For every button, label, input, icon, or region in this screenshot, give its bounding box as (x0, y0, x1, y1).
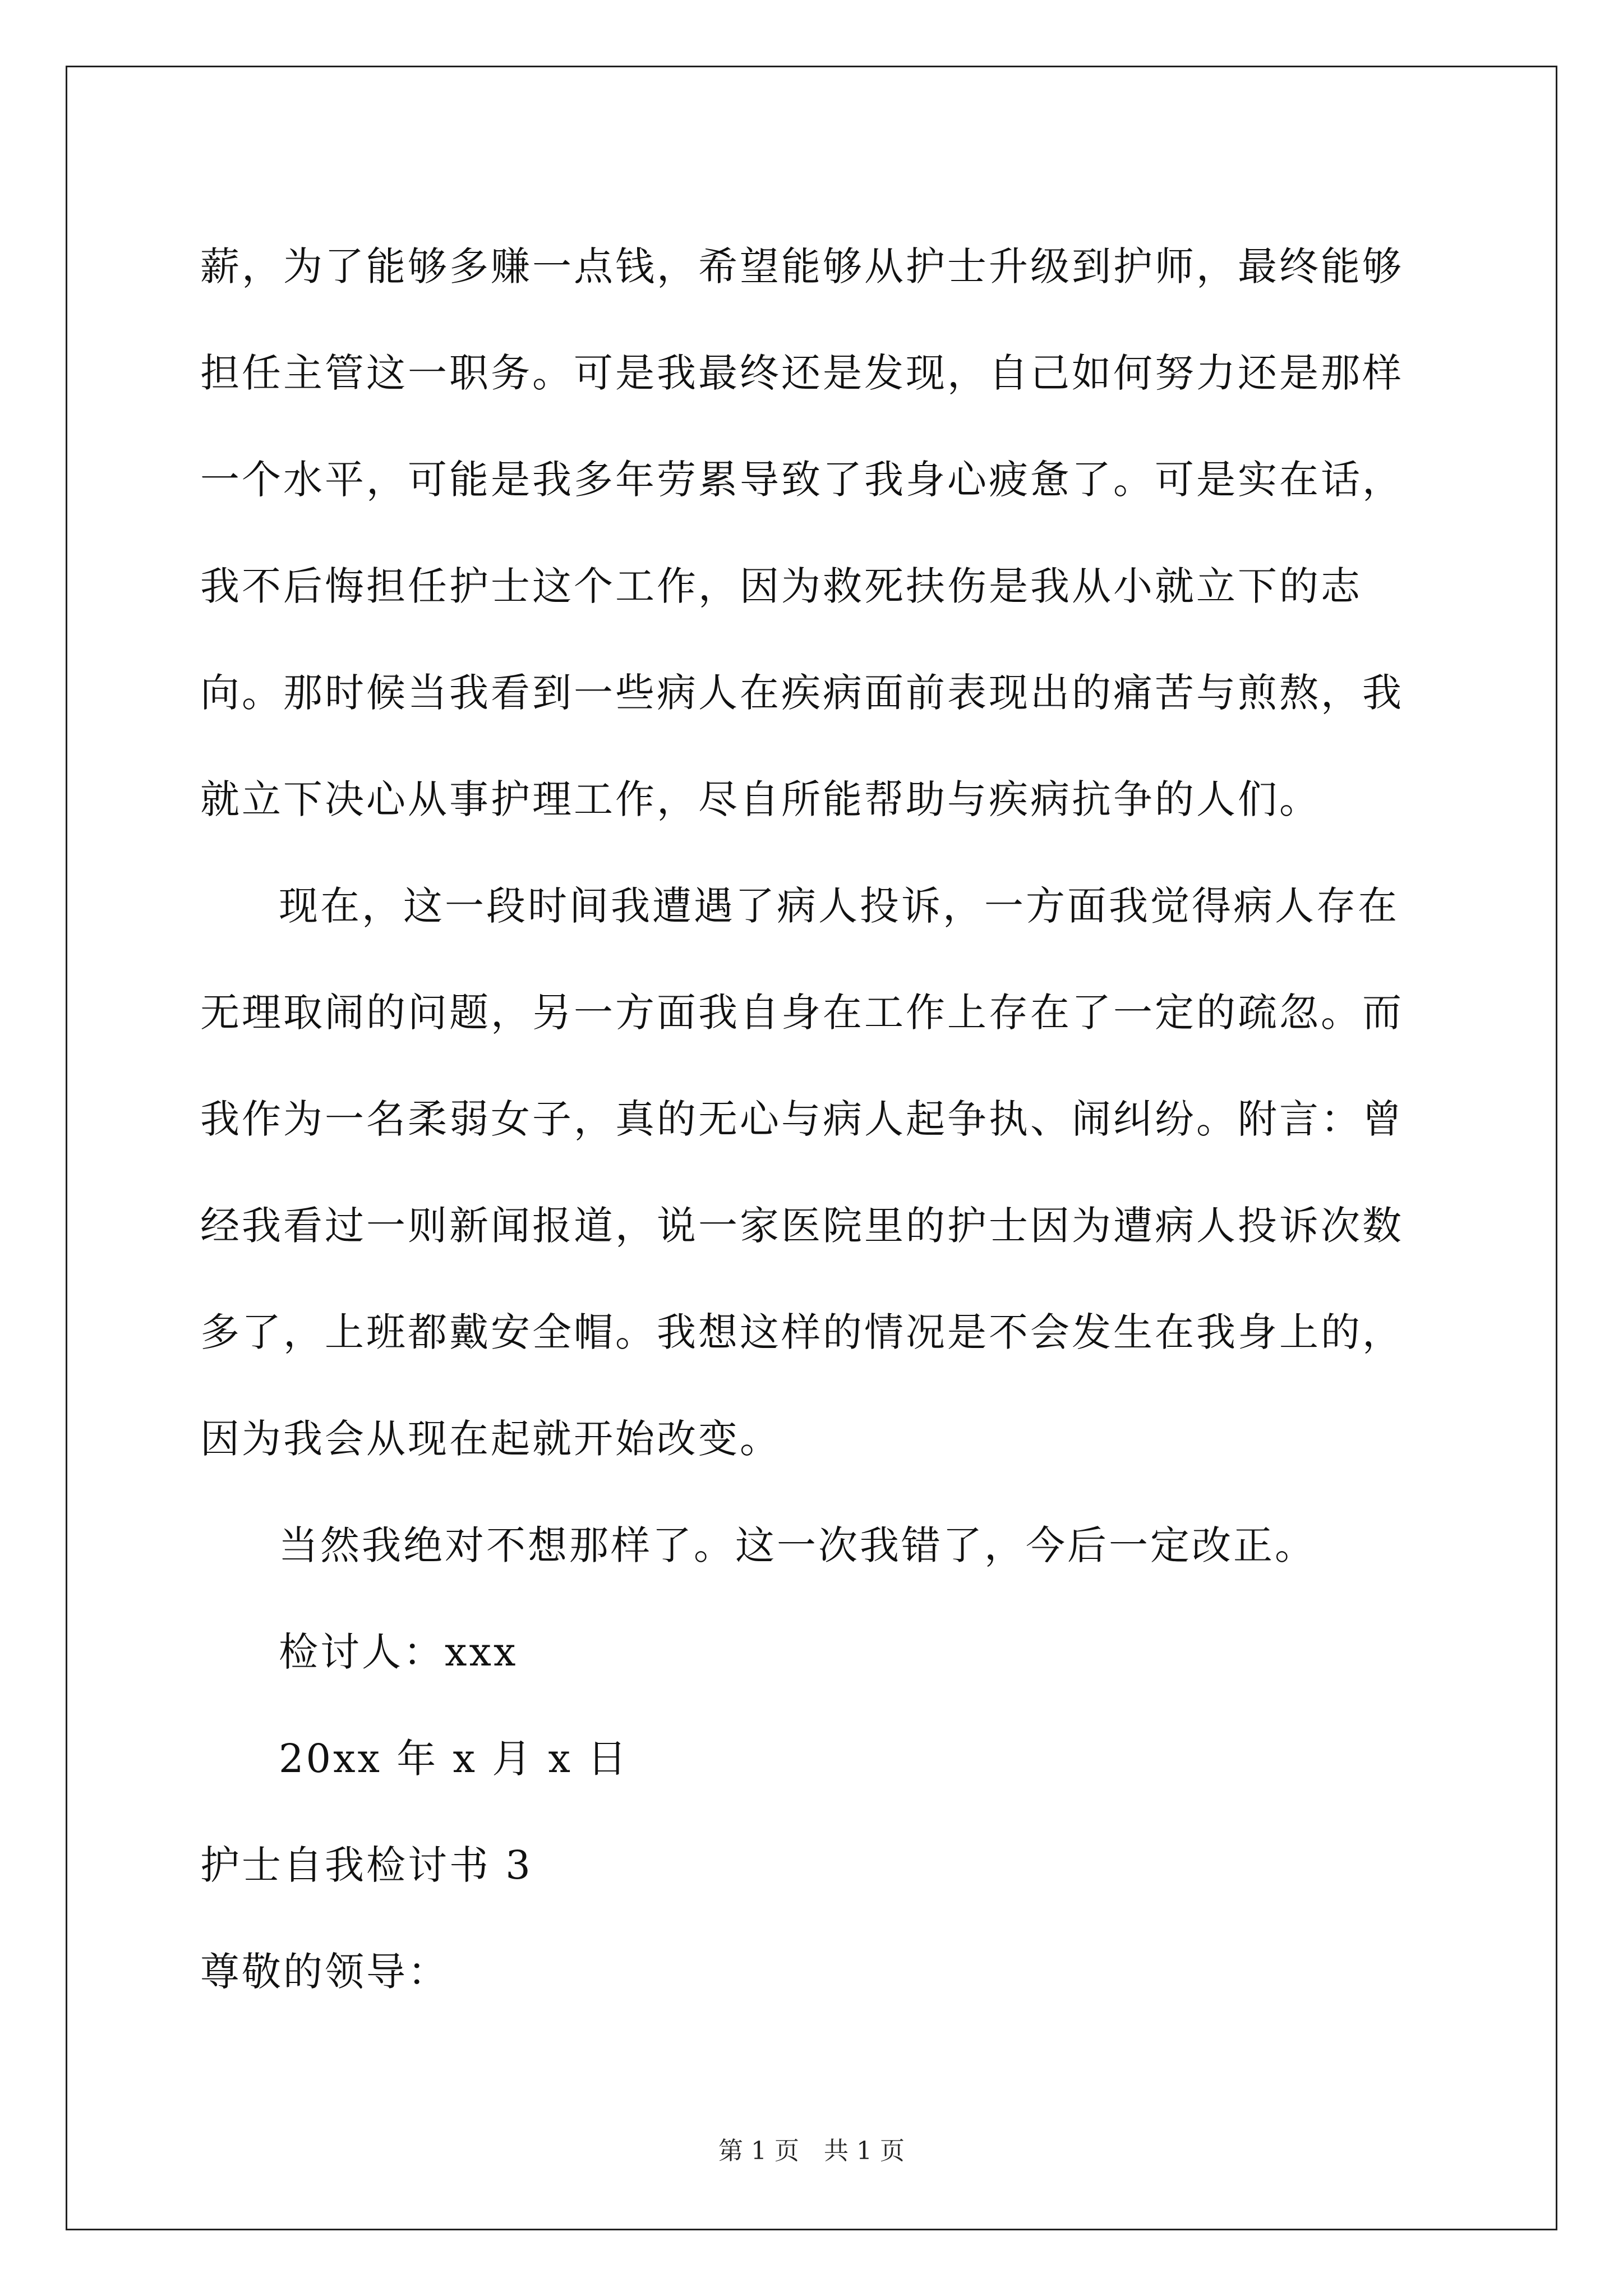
signature-line: 检讨人：xxx (279, 1629, 518, 1675)
paragraph-complaint: 现在，这一段时间我遭遇了病人投诉，一方面我觉得病人存在无理取闹的问题，另一方面我自身在工作上存在了一定的疏忽。而我作为一名柔弱女子，真的无心与病人起争执、闹纠纷。附言：曾经我看过一则新闻报道，说一家医院里的护士因为遭病人投诉次数多了，上班都戴安全帽。我想这样的情况是不会发生在我身上的，因为我会从现在起就开始改变。 (200, 883, 1404, 1462)
paragraph-resolution: 当然我绝对不想那样了。这一次我错了，今后一定改正。 (279, 1522, 1316, 1568)
salutation: 尊敬的领导： (200, 1949, 449, 1995)
page-footer: 第 1 页 共 1 页 (718, 2137, 905, 2165)
section-title: 护士自我检讨书 3 (200, 1842, 533, 1888)
document-body (200, 213, 1423, 2025)
date-line: 20xx 年 x 月 x 日 (279, 1736, 629, 1782)
paragraph-continued: 薪，为了能够多赚一点钱，希望能够从护士升级到护师，最终能够担任主管这一职务。可是我最终还是发现，自己如何努力还是那样一个水平，可能是我多年劳累导致了我身心疲惫了。可是实在话，我不后悔担任护士这个工作，因为救死扶伤是我从小就立下的志向。那时候当我看到一些病人在疾病面前表现出的痛苦与煎熬，我就立下决心从事护理工作，尽自所能帮助与疾病抗争的人们。 (200, 243, 1404, 822)
